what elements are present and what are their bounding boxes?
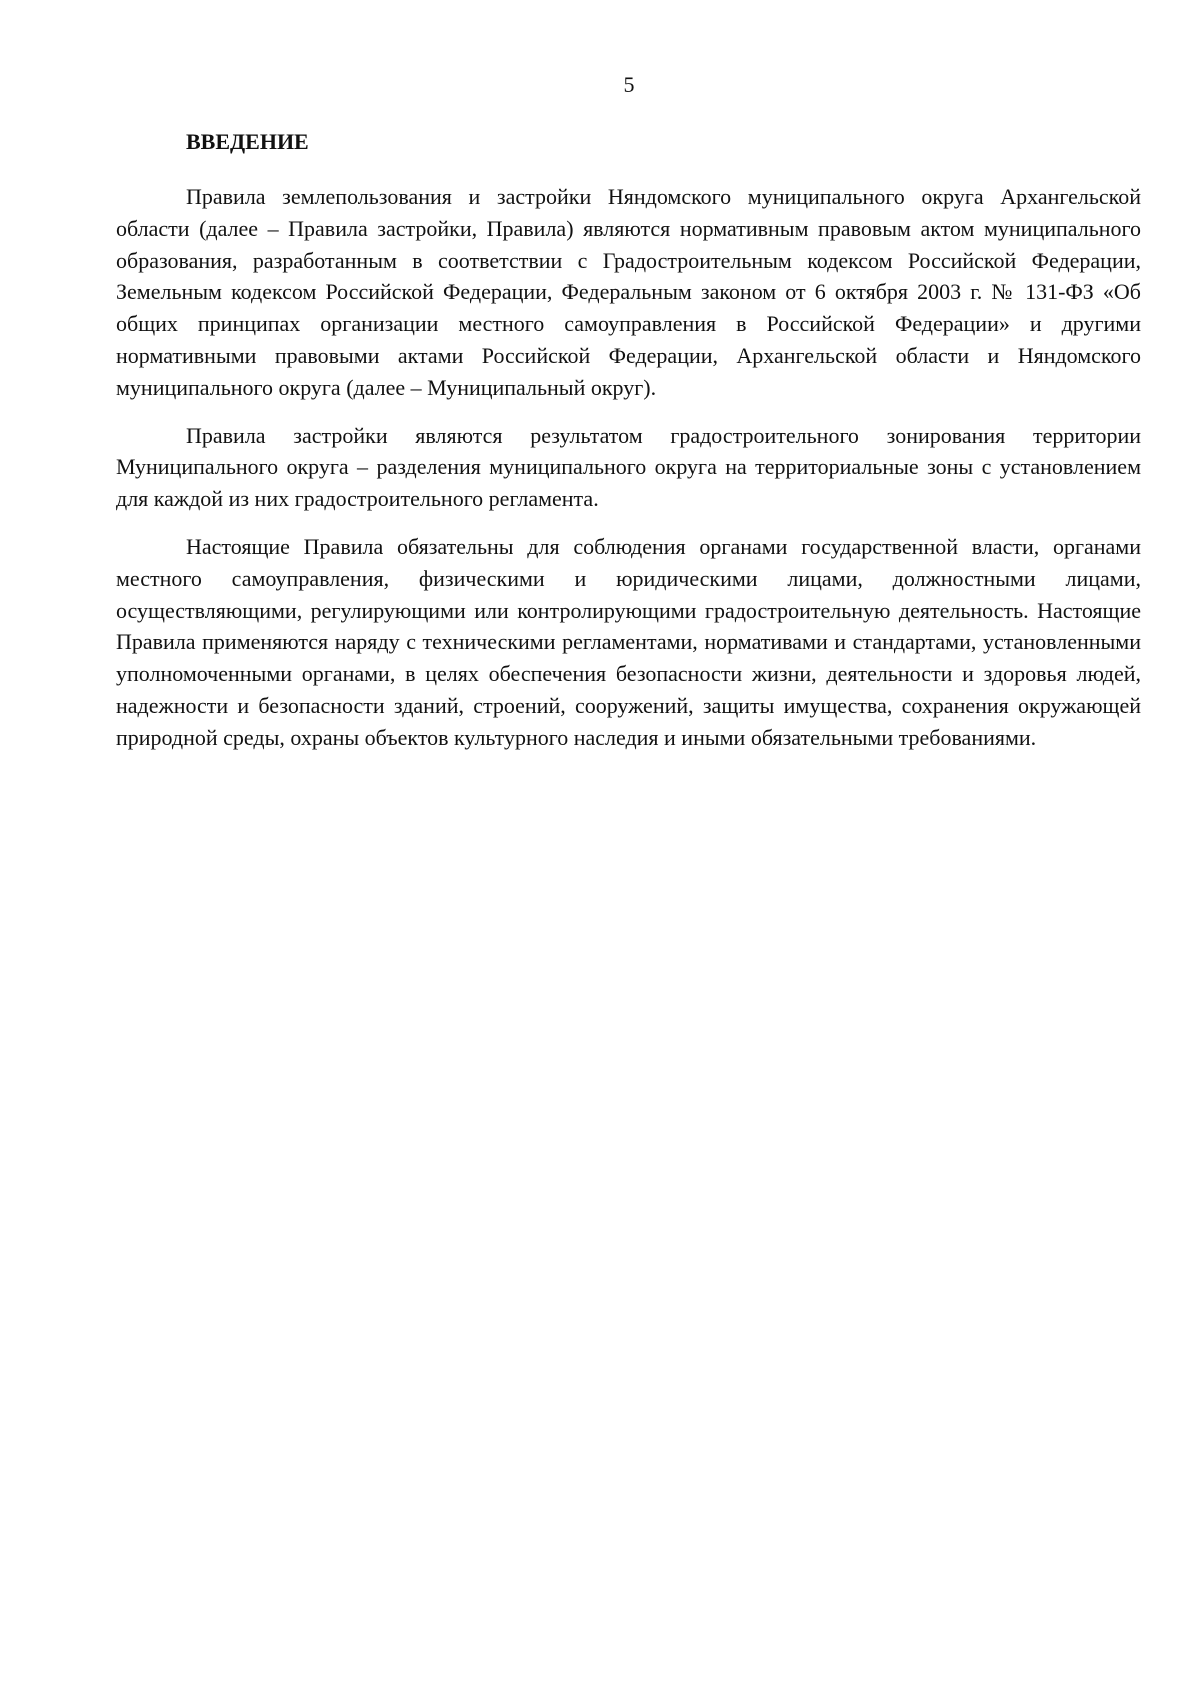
- page-number: 5: [623, 72, 635, 97]
- section-heading: ВВЕДЕНИЕ: [186, 129, 309, 154]
- paragraph-2: Правила застройки являются результатом градостроительного зонирования территории Муниципального округа – разделения муниципального округа на территориальные зоны с установлением для каждой из них градостроительного регламента.: [116, 422, 1141, 512]
- paragraph-1: Правила землепользования и застройки Няндомского муниципального округа Архангельской области (далее – Правила застройки, Правила) являются нормативным правовым актом муниципального образования, разработанным в соответствии с Градостроительным кодексом Российской Федерации, Земельным кодексом Российской Федерации, Федеральным законом от 6 октября 2003 г. № 131-ФЗ «Об общих принципах организации местного самоуправления в Российской Федерации» и другими нормативными правовыми актами Российской Федерации, Архангельской области и Няндомского муниципального округа (далее – Муниципальный округ).: [116, 184, 1141, 400]
- page-content: [116, 127, 1141, 770]
- paragraph-3: Настоящие Правила обязательны для соблюдения органами государственной власти, органами местного самоуправления, физическими и юридическими лицами, должностными лицами, осуществляющими, регулирующими или контролирующими градостроительную деятельность. Настоящие Правила применяются наряду с техническими регламентами, нормативами и стандартами, установленными уполномоченными органами, в целях обеспечения безопасности жизни, деятельности и здоровья людей, надежности и безопасности зданий, строений, сооружений, защиты имущества, сохранения окружающей природной среды, охраны объектов культурного наследия и иными обязательными требованиями.: [116, 533, 1141, 750]
